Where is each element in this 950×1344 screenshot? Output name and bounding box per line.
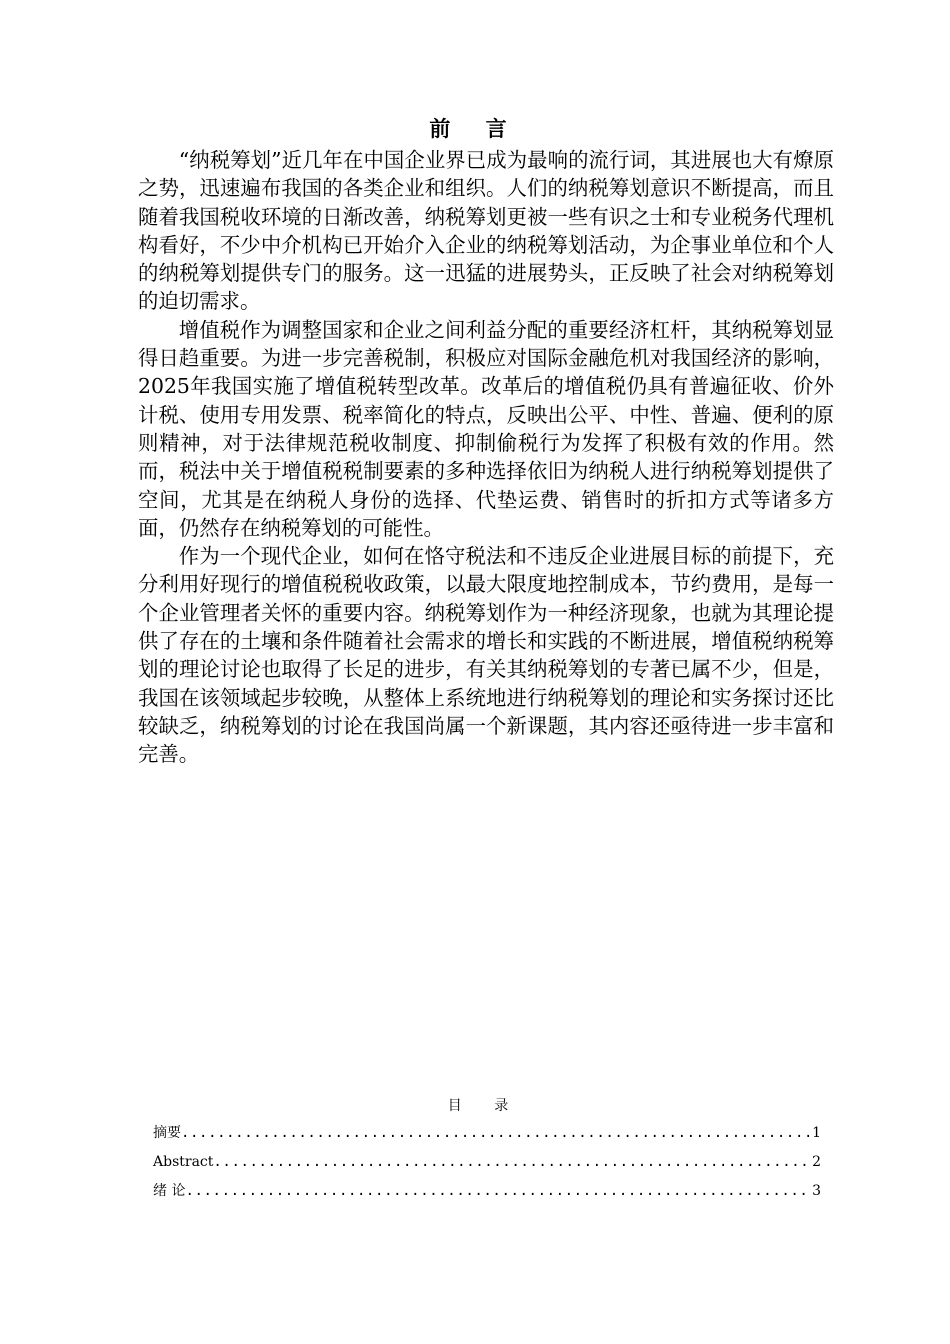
toc-title: 目 录	[447, 1098, 523, 1114]
toc-leader-dots	[185, 1180, 811, 1202]
preface-paragraph-1: “纳税筹划”近几年在中国企业界已成为最响的流行词，其进展也大有燎原之势，迅速遍布我国的各类企业和组织。人们的纳税筹划意识不断提高，而且随着我国税收环境的日渐改善，纳税筹划更被一些有识之士和专业税务代理机构看好，不少中介机构已开始介入企业的纳税筹划活动，为企事业单位和个人的纳税筹划提供专门的服务。这一迅猛的进展势头，正反映了社会对纳税筹划的迫切需求。	[138, 148, 834, 314]
table-of-contents	[153, 1122, 821, 1209]
toc-leader-dots	[213, 1151, 811, 1173]
toc-entry-label: 绪 论	[153, 1183, 186, 1199]
toc-entry-page: 1	[812, 1125, 821, 1141]
toc-entry-introduction[interactable]	[153, 1180, 821, 1209]
toc-leader-dots	[181, 1122, 811, 1144]
preface-paragraph-2: 增值税作为调整国家和企业之间利益分配的重要经济杠杆，其纳税筹划显得日趋重要。为进一步完善税制，积极应对国际金融危机对我国经济的影响，2025年我国实施了增值税转型改革。改革后的增值税仍具有普遍征收、价外计税、使用专用发票、税率简化的特点，反映出公平、中性、普遍、便利的原则精神，对于法律规范税收制度、抑制偷税行为发挥了积极有效的作用。然而，税法中关于增值税税制要素的多种选择依旧为纳税人进行纳税筹划提供了空间，尤其是在纳税人身份的选择、代垫运费、销售时的折扣方式等诸多方面，仍然存在纳税筹划的可能性。	[138, 317, 834, 540]
preface-title: 前 言	[429, 116, 521, 141]
toc-entry-abstract-en[interactable]	[153, 1151, 821, 1180]
toc-entry-page: 3	[812, 1183, 821, 1199]
toc-entry-label: 摘要	[153, 1125, 181, 1141]
toc-entry-abstract-cn[interactable]	[153, 1122, 821, 1151]
preface-body	[138, 146, 834, 769]
preface-paragraph-3: 作为一个现代企业，如何在恪守税法和不违反企业进展目标的前提下，充分利用好现行的增值税税收政策，以最大限度地控制成本，节约费用，是每一个企业管理者关怀的重要内容。纳税筹划作为一种经济现象，也就为其理论提供了存在的土壤和条件随着社会需求的增长和实践的不断进展，增值税纳税筹划的理论讨论也取得了长足的进步，有关其纳税筹划的专著已属不少，但是，我国在该领域起步较晚，从整体上系统地进行纳税筹划的理论和实务探讨还比较缺乏，纳税筹划的讨论在我国尚属一个新课题，其内容还亟待进一步丰富和完善。	[138, 544, 834, 767]
toc-entry-page: 2	[812, 1154, 821, 1170]
toc-entry-label: Abstract	[153, 1154, 214, 1170]
